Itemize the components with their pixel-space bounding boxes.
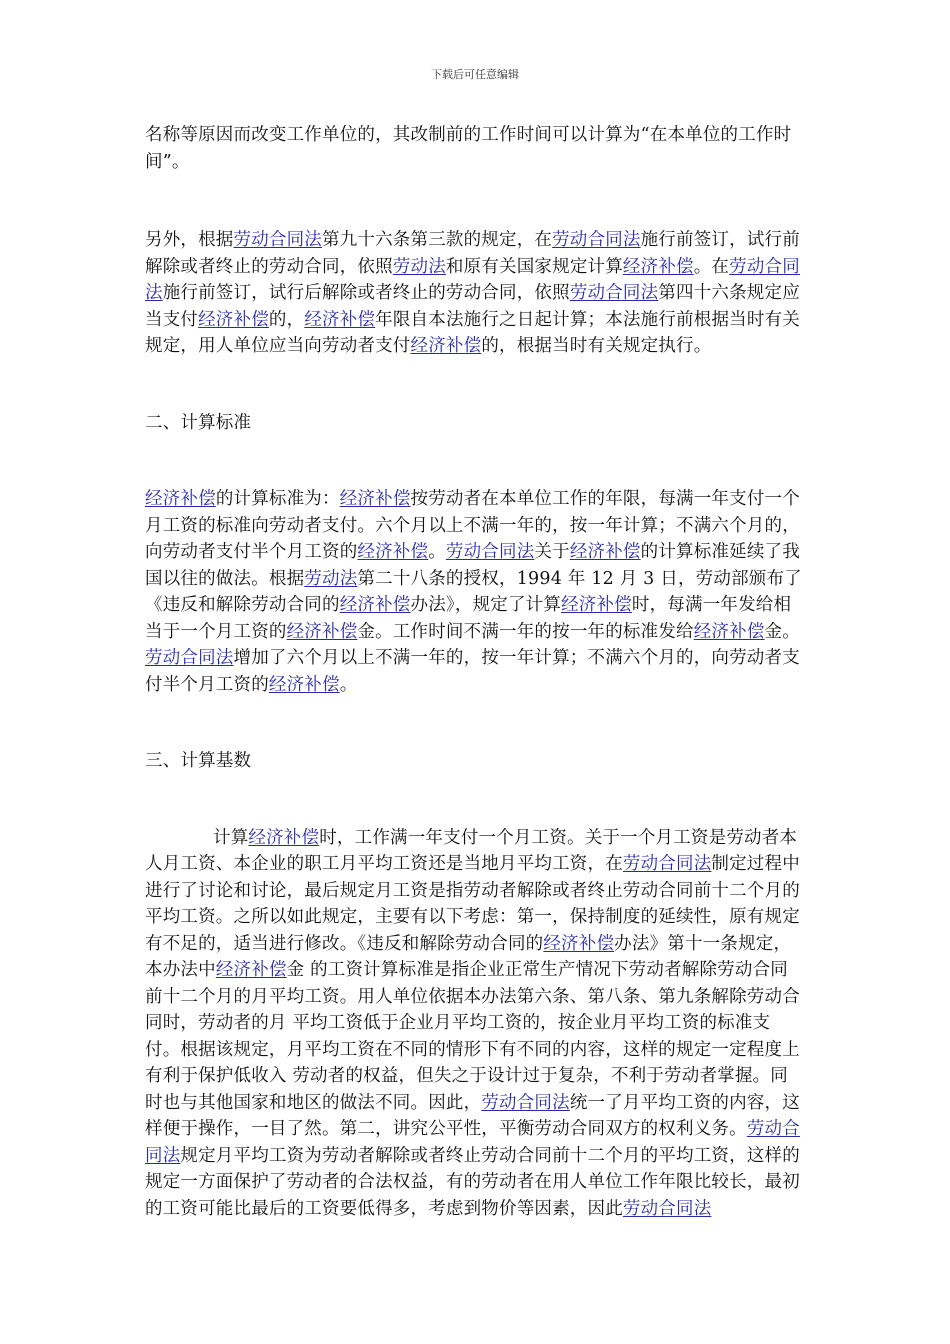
text-span: 第四十六条规定应当支付 (145, 283, 800, 330)
section-heading-calculation-standard (145, 410, 805, 437)
inline-term-link[interactable]: 经济补偿 (339, 595, 411, 615)
inline-term-link[interactable]: 劳动法 (304, 568, 358, 589)
inline-term-link[interactable]: 经济补偿 (357, 542, 429, 562)
inline-term-link[interactable]: 劳动合同法 (622, 854, 712, 874)
text-span: 金 的工资计算标准是指企业正常生产情况下劳动者解除劳动合同前十二个月的月平均工资。用人单位依据本办法第六条、第八条、第九条解除劳动合同时，劳动者的月 平均工资低于企业月平均工资的，按企业月平均工资的标准支付。根据该规定，月平均工资在不同的情形下有不同的内容，这样的规定一定程度上有利于保护低收入 劳动者的权益，但失之于设计过于复杂，不利于劳动者掌握。同时也与其他国家和地区的做法不同。因此， (145, 960, 800, 1113)
inline-term-link[interactable]: 劳动合同法 (233, 230, 322, 250)
text-span: 金。 (764, 621, 800, 642)
inline-term-link[interactable]: 经济补偿 (569, 542, 641, 562)
text-span: 施行前签订，试行后解除或者终止的劳动合同，依照 (162, 283, 570, 303)
inline-term-link[interactable]: 经济补偿 (145, 489, 216, 509)
inline-term-link[interactable]: 经济补偿 (410, 336, 482, 356)
text-span: 的，根据当时有关规定执行。 (481, 336, 712, 356)
inline-term-link[interactable]: 经济补偿 (268, 674, 340, 695)
inline-term-link[interactable]: 劳动合同法 (569, 283, 659, 303)
spacer (145, 775, 805, 825)
text-span: 时，工作满一年支付一个月工资。关于一个月工资是劳动者本人月工资、本企业的职工月平均工资还是当地月平均工资，在 (145, 827, 798, 874)
text-span: 增加了六个月以上不满一年的，按一年计算；不满六个月的，向劳动者支付半个月工资的 (145, 648, 800, 695)
section-heading-calculation-base (145, 748, 805, 775)
paragraph-continuation (145, 122, 805, 175)
text-span: 办法》，规定了计算 (410, 595, 562, 615)
spacer (145, 175, 805, 227)
inline-term-link[interactable]: 劳动合同法 (552, 230, 641, 250)
paragraph-calculation-standard (145, 486, 805, 698)
inline-term-link[interactable]: 劳动合同法 (145, 1119, 800, 1166)
inline-term-link[interactable]: 经济补偿 (693, 621, 765, 642)
spacer (145, 360, 805, 410)
text-span: 规定月平均工资为劳动者解除或者终止劳动合同前十二个月的平均工资，这样的规定一方面保护了劳动者的合法权益，有的劳动者在用人单位工作年限比较长，最初的工资可能比最后的工资要低得多，考虑到物价等因素，因此 (145, 1145, 800, 1219)
inline-term-link[interactable]: 经济补偿 (248, 827, 320, 848)
paragraph-transition-rules (145, 227, 805, 360)
text-span: 关于 (534, 542, 570, 562)
text-span: 另外，根据 (145, 230, 234, 250)
text-span: 的计算标准为： (215, 489, 340, 509)
text-span: 计算 (213, 827, 249, 848)
text-span: 年限自本法施行之日起计算；本法施行前根据当时有关规定，用人单位应当向劳动者支付 (145, 309, 800, 356)
spacer (145, 698, 805, 748)
inline-term-link[interactable]: 经济补偿 (215, 960, 287, 980)
text-span: 按劳动者在本单位工作的年限，每满一年支付一个月工资的标准向劳动者支付。六个月以上不满一年的，按一年计算；不满六个月的，向劳动者支付半个月工资的 (145, 489, 800, 562)
inline-term-link[interactable]: 经济补偿 (622, 256, 694, 277)
inline-term-link[interactable]: 劳动合同法 (445, 542, 535, 562)
text-span: 金。工作时间不满一年的按一年的标准发给 (357, 621, 694, 642)
text-span: 第九十六条第三款的规定，在 (322, 230, 553, 250)
text-span: 制定过程中进行了讨论和讨论，最后规定月工资是指劳动者解除或者终止劳动合同前十二个月的平均工资。之所以如此规定，主要有以下考虑：第一，保持制度的延续性，原有规定有不足的，适当进行修改。《违反和解除劳动合同的 (145, 854, 800, 954)
inline-term-link[interactable]: 劳动合同法 (481, 1092, 570, 1113)
text-span: 时，每满一年发给相当于一个月工资的 (145, 595, 792, 642)
text-span: 的， (268, 309, 305, 330)
inline-term-link[interactable]: 经济补偿 (198, 309, 269, 330)
page-header-note: 下载后可任意编辑 (431, 68, 519, 81)
inline-term-link[interactable]: 经济补偿 (543, 933, 615, 954)
text-span: 的计算标准延续了我国以往的做法。根据 (145, 542, 800, 589)
inline-term-link[interactable]: 劳动合同法 (145, 648, 234, 668)
text-span: 。在 (693, 256, 730, 277)
text-span: 二、计算标准 (145, 412, 252, 433)
text-span: 第二十八条的授权，1994 年 12 月 3 日，劳动部颁布了《违反和解除劳动合同的 (145, 568, 802, 615)
inline-term-link[interactable]: 经济补偿 (304, 309, 376, 330)
text-span: 名称等原因而改变工作单位的，其改制前的工作时间可以计算为“在本单位的工作时间”。 (145, 125, 792, 172)
spacer (145, 436, 805, 486)
text-span: 和原有关国家规定计算 (445, 256, 623, 277)
inline-term-link[interactable]: 劳动法 (392, 256, 446, 277)
inline-term-link[interactable]: 经济补偿 (339, 489, 411, 509)
text-span: 。 (428, 542, 446, 562)
inline-term-link[interactable]: 经济补偿 (286, 621, 358, 642)
document-body (145, 122, 805, 1222)
text-span: 施行前签订，试行前解除或者终止的劳动合同，依照 (145, 230, 800, 277)
text-span: 。 (339, 674, 358, 695)
paragraph-calculation-base (145, 825, 805, 1223)
text-span: 统一了月平均工资的内容，这样便于操作，一目了然。第二，讲究公平性，平衡劳动合同双方的权利义务。 (145, 1092, 800, 1139)
inline-term-link[interactable]: 劳动合同法 (145, 256, 800, 303)
inline-term-link[interactable]: 劳动合同法 (622, 1198, 712, 1219)
text-span: 三、计算基数 (145, 751, 252, 771)
inline-term-link[interactable]: 经济补偿 (561, 595, 632, 615)
text-span: 办法》第十一条规定，本办法中 (145, 933, 792, 980)
